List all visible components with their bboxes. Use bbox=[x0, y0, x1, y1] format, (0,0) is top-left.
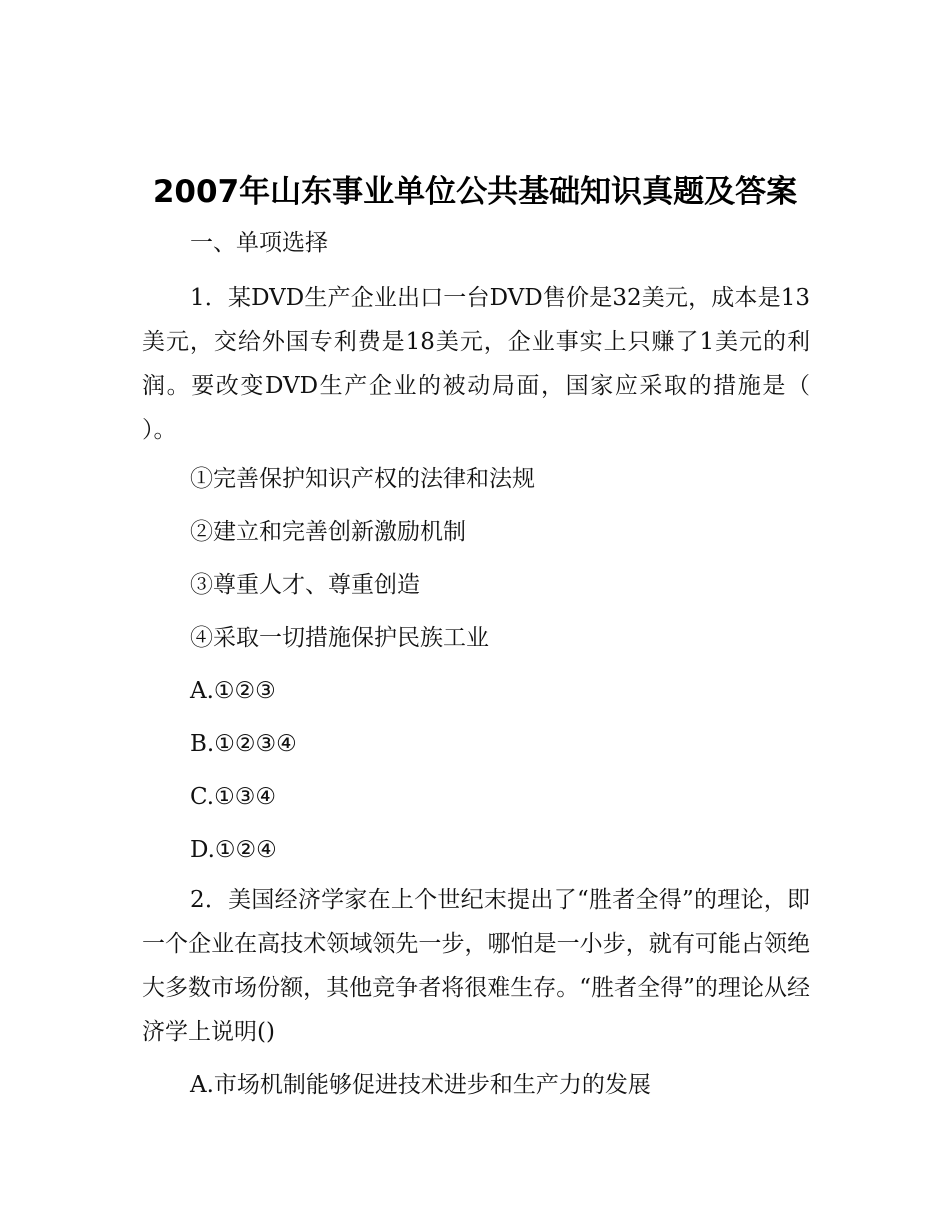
q1-option-a: A.①②③ bbox=[190, 678, 276, 704]
q1-option-c: C.①③④ bbox=[190, 784, 276, 810]
q2-option-a: A.市场机制能够促进技术进步和生产力的发展 bbox=[190, 1072, 651, 1098]
q1-option-b: B.①②③④ bbox=[190, 731, 297, 757]
q1-statement-2: ②建立和完善创新激励机制 bbox=[190, 519, 466, 545]
q1-statement-3: ③尊重人才、尊重创造 bbox=[190, 572, 420, 598]
question-1-stem: 1．某DVD生产企业出口一台DVD售价是32美元，成本是13美元，交给外国专利费是18美元，企业事实上只赚了1美元的利润。要改变DVD生产企业的被动局面，国家应采取的措施是（ ）。 bbox=[142, 285, 810, 443]
q1-statement-4: ④采取一切措施保护民族工业 bbox=[190, 625, 489, 651]
question-2-stem: 2．美国经济学家在上个世纪末提出了“胜者全得”的理论，即一个企业在高技术领域领先一步，哪怕是一小步，就有可能占领绝大多数市场份额，其他竞争者将很难生存。“胜者全得”的理论从经济学上说明() bbox=[142, 887, 810, 1045]
document-title: 2007年山东事业单位公共基础知识真题及答案 bbox=[152, 174, 798, 210]
q1-statement-1: ①完善保护知识产权的法律和法规 bbox=[190, 466, 535, 492]
q1-option-d: D.①②④ bbox=[190, 837, 277, 863]
section-heading: 一、单项选择 bbox=[190, 230, 328, 256]
